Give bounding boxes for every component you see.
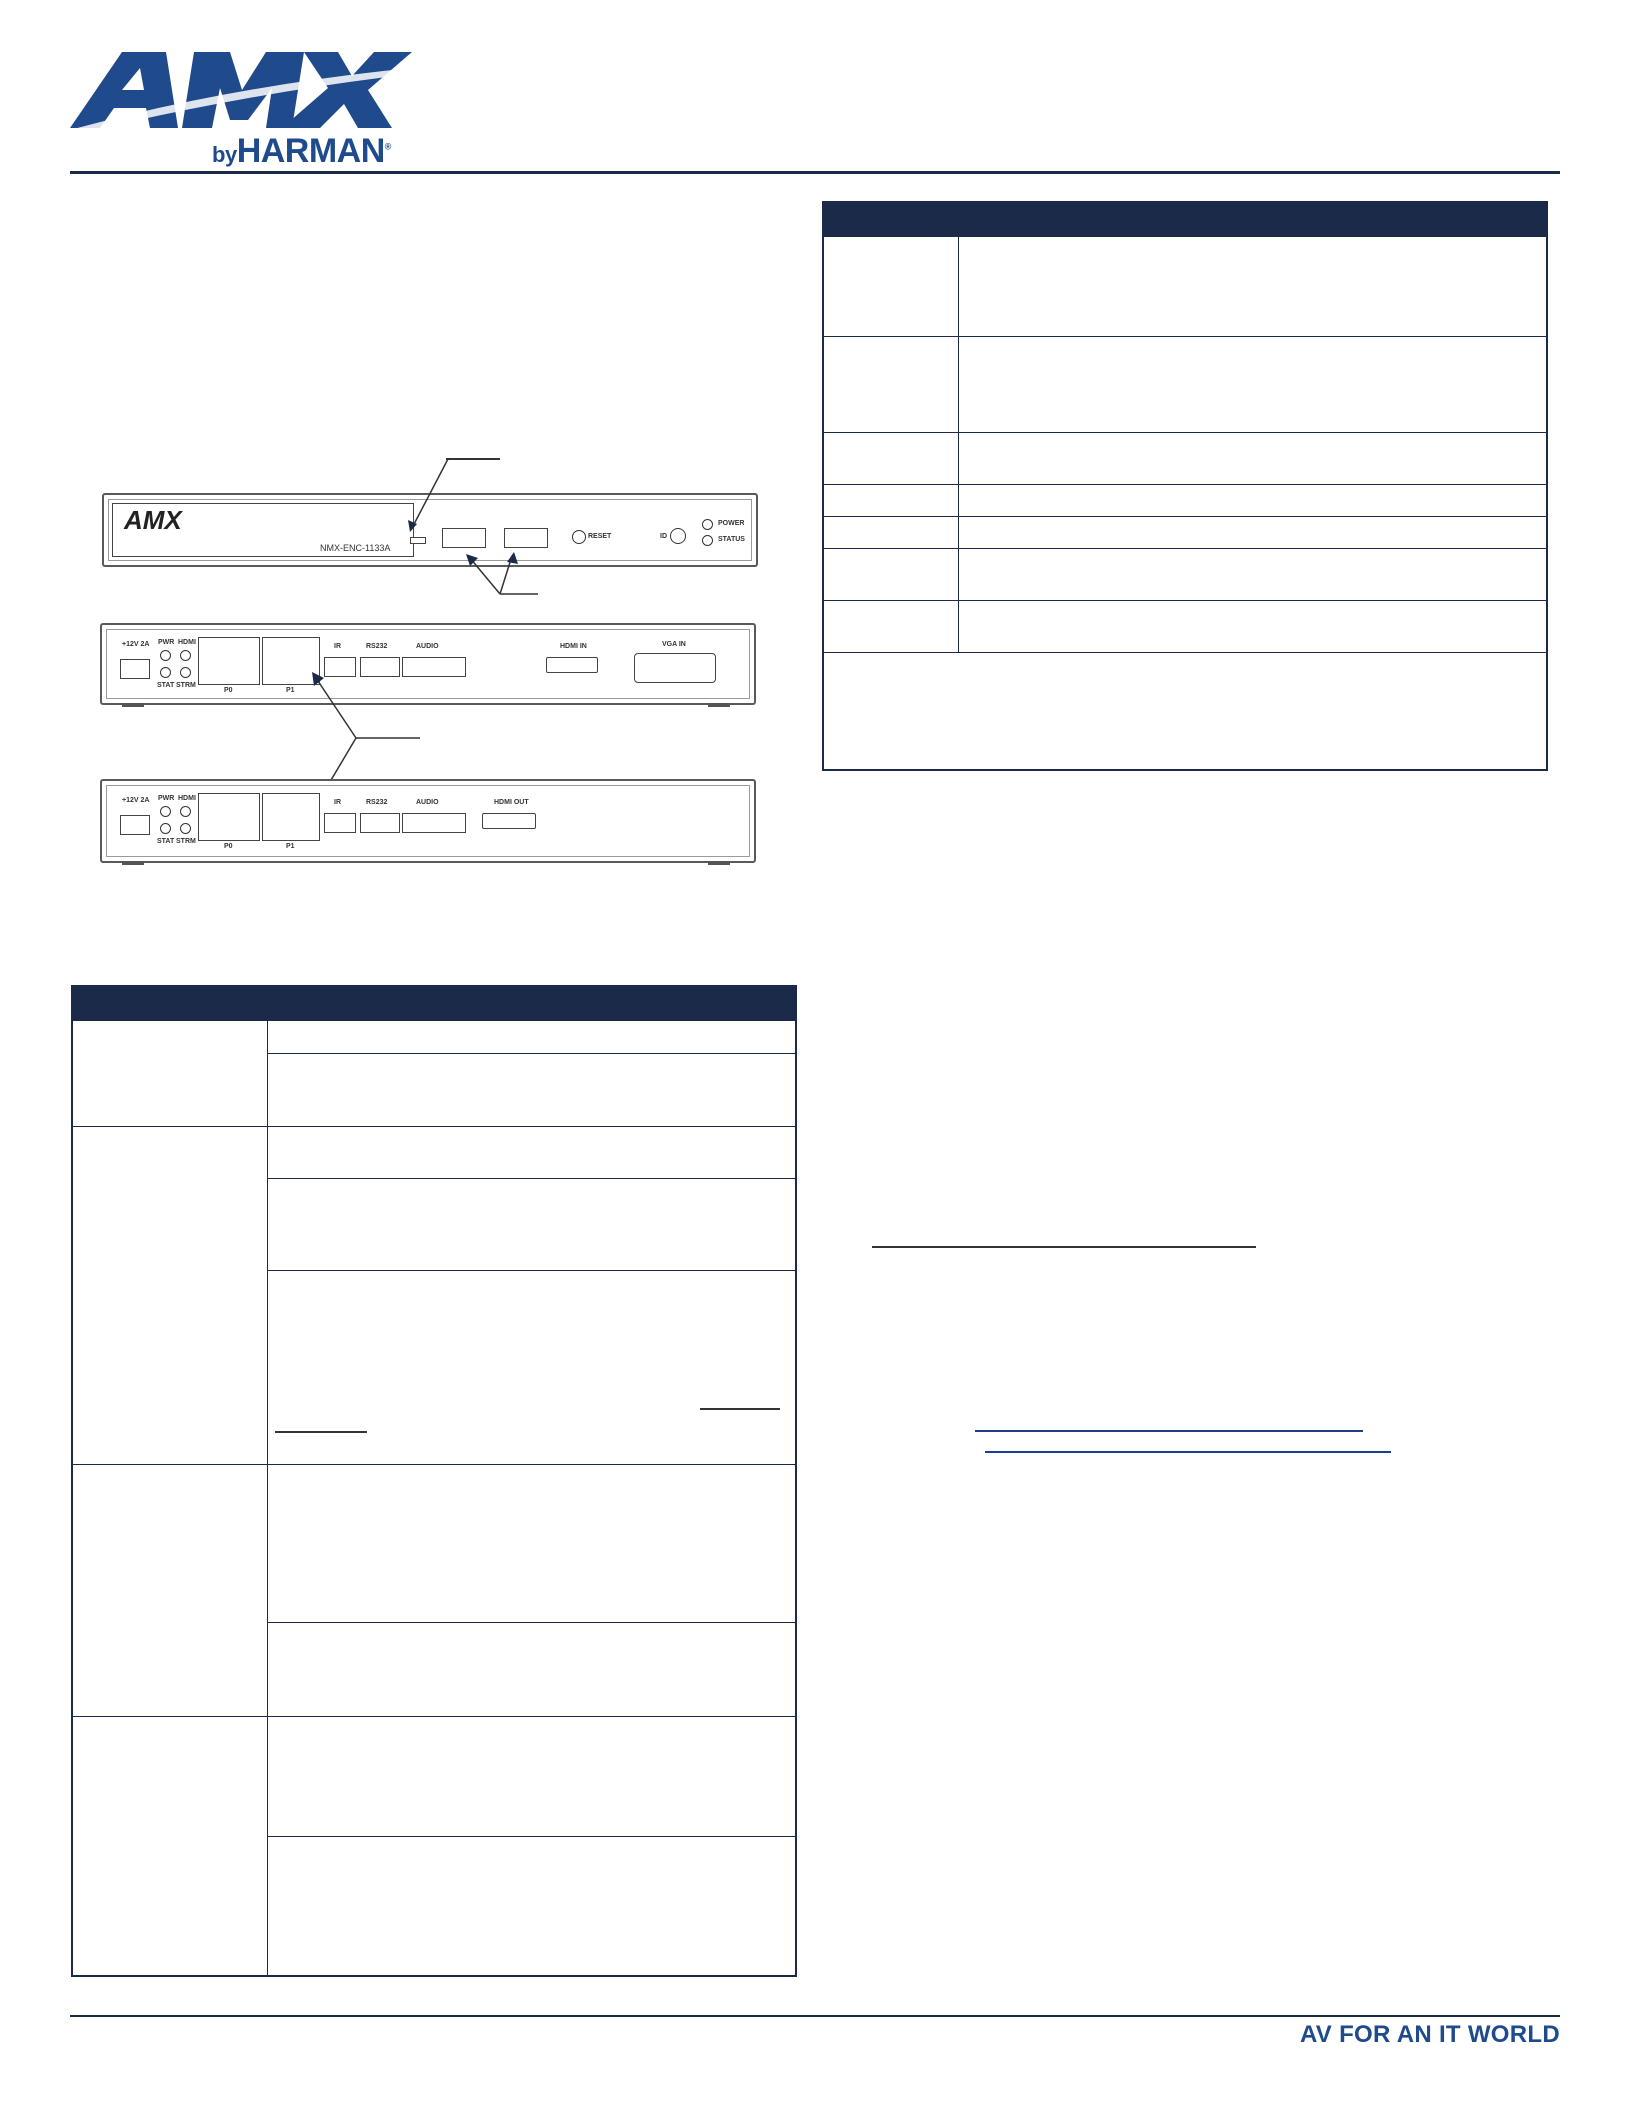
right-table-label bbox=[823, 236, 959, 336]
left-table-row3-label bbox=[72, 1464, 268, 1716]
dec-strm-label: STRM bbox=[176, 838, 196, 845]
dec-pwr-led bbox=[160, 806, 171, 817]
logo-byline: byHARMAN® bbox=[212, 132, 391, 170]
enc-audio-label: AUDIO bbox=[416, 643, 439, 650]
reset-label: RESET bbox=[588, 533, 612, 540]
front-panel-logo: AMX bbox=[124, 505, 182, 535]
dec-strm-led bbox=[180, 823, 191, 834]
dec-hdmi-led bbox=[180, 806, 191, 817]
enc-p0-ethernet bbox=[198, 637, 260, 685]
left-table-cell bbox=[268, 1464, 797, 1622]
enc-pwr-label: PWR bbox=[158, 639, 175, 646]
left-table-cell bbox=[268, 1126, 797, 1178]
enc-stat-label: STAT bbox=[157, 682, 175, 689]
micro-usb-port bbox=[410, 537, 426, 544]
left-table-link-underline-2 bbox=[275, 1431, 367, 1433]
left-table-header-col2 bbox=[268, 986, 797, 1020]
callout-arrow-micro-usb bbox=[400, 456, 460, 536]
dec-p0-ethernet bbox=[198, 793, 260, 841]
rear-panel-decoder bbox=[100, 779, 756, 863]
right-table-label bbox=[823, 336, 959, 432]
left-spec-table bbox=[71, 985, 797, 1977]
right-table-header bbox=[823, 202, 1547, 236]
dec-stat-led bbox=[160, 823, 171, 834]
right-table-cell bbox=[959, 236, 1548, 336]
left-table-cell bbox=[268, 1053, 797, 1126]
dec-ir-label: IR bbox=[334, 799, 341, 806]
dec-p0-label: P0 bbox=[224, 843, 233, 850]
dec-hdmi-out-label: HDMI OUT bbox=[494, 799, 529, 806]
enc-vga-in-port bbox=[634, 653, 716, 683]
left-table-row1-label bbox=[72, 1020, 268, 1126]
id-label: ID bbox=[660, 533, 667, 540]
enc-pwr-led bbox=[160, 650, 171, 661]
dec-ir-connector bbox=[324, 813, 356, 833]
footer-rule bbox=[70, 2015, 1560, 2017]
right-table-cell bbox=[959, 484, 1548, 516]
dec-rs232-label: RS232 bbox=[366, 799, 388, 806]
enc-power-label: +12V 2A bbox=[122, 641, 150, 648]
callout-arrows-usb bbox=[460, 550, 550, 600]
enc-stat-led bbox=[160, 667, 171, 678]
enc-strm-label: STRM bbox=[176, 682, 196, 689]
enc-hdmi-in-label: HDMI IN bbox=[560, 643, 587, 650]
right-table-label bbox=[823, 432, 959, 484]
dec-audio-label: AUDIO bbox=[416, 799, 439, 806]
id-button bbox=[670, 528, 686, 544]
right-table-label bbox=[823, 600, 959, 652]
link-underline-1[interactable] bbox=[872, 1246, 1256, 1248]
power-label: POWER bbox=[718, 520, 745, 527]
left-table-cell bbox=[268, 1622, 797, 1716]
dec-p1-label: P1 bbox=[286, 843, 295, 850]
footer-slogan: AV FOR AN IT WORLD bbox=[1299, 2021, 1560, 2048]
enc-hdmi-in-port bbox=[546, 657, 598, 673]
enc-hdmi-led bbox=[180, 650, 191, 661]
left-table-link-underline-1 bbox=[700, 1408, 780, 1410]
left-table-cell bbox=[268, 1270, 797, 1464]
right-table-cell bbox=[959, 432, 1548, 484]
enc-vga-in-label: VGA IN bbox=[662, 641, 686, 648]
right-table-cell bbox=[959, 336, 1548, 432]
dec-stat-label: STAT bbox=[157, 838, 175, 845]
dec-power-label: +12V 2A bbox=[122, 797, 150, 804]
dec-audio-connector bbox=[402, 813, 466, 833]
right-spec-table bbox=[822, 201, 1548, 771]
left-table-row2-label bbox=[72, 1126, 268, 1464]
amx-logo-mark bbox=[70, 46, 420, 136]
right-table-label bbox=[823, 516, 959, 548]
right-table-cell bbox=[959, 548, 1548, 600]
left-table-cell bbox=[268, 1836, 797, 1976]
front-panel-model: NMX-ENC-1133A bbox=[320, 543, 391, 553]
enc-p1-label: P1 bbox=[286, 687, 295, 694]
amx-logo bbox=[70, 46, 420, 168]
enc-strm-led bbox=[180, 667, 191, 678]
status-label: STATUS bbox=[718, 536, 745, 543]
dec-p1-sfp bbox=[262, 793, 320, 841]
dec-rs232-connector bbox=[360, 813, 400, 833]
left-table-header-col1 bbox=[72, 986, 268, 1020]
header-rule bbox=[70, 171, 1560, 174]
left-table-cell bbox=[268, 1716, 797, 1836]
enc-hdmi-led-label: HDMI bbox=[178, 639, 196, 646]
usb-port-2 bbox=[504, 528, 548, 548]
enc-power-connector bbox=[120, 659, 150, 679]
reset-button bbox=[572, 530, 586, 544]
dec-hdmi-led-label: HDMI bbox=[178, 795, 196, 802]
left-table-row4-label bbox=[72, 1716, 268, 1976]
power-led bbox=[702, 519, 713, 530]
right-table-note bbox=[823, 652, 1547, 770]
status-led bbox=[702, 535, 713, 546]
right-table-cell bbox=[959, 516, 1548, 548]
left-table-cell bbox=[268, 1178, 797, 1270]
dec-power-connector bbox=[120, 815, 150, 835]
enc-p0-label: P0 bbox=[224, 687, 233, 694]
dec-hdmi-out-port bbox=[482, 813, 536, 829]
right-table-label bbox=[823, 548, 959, 600]
link-underline-3[interactable] bbox=[985, 1451, 1391, 1453]
right-table-label bbox=[823, 484, 959, 516]
enc-rs232-label: RS232 bbox=[366, 643, 388, 650]
right-table-cell bbox=[959, 600, 1548, 652]
dec-pwr-label: PWR bbox=[158, 795, 175, 802]
enc-ir-label: IR bbox=[334, 643, 341, 650]
left-table-cell bbox=[268, 1020, 797, 1053]
link-underline-2[interactable] bbox=[975, 1430, 1363, 1432]
